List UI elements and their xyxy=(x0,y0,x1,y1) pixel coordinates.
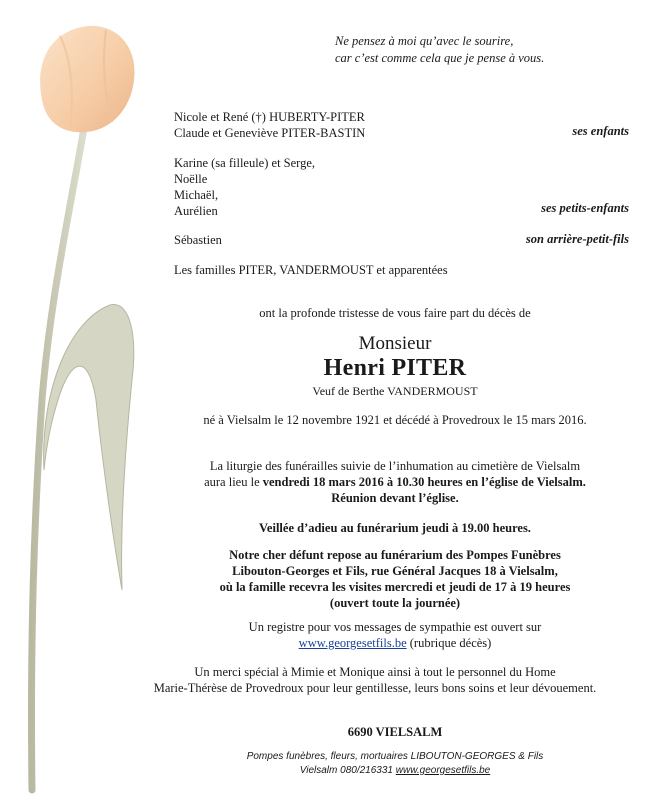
grandchild-line-1: Karine (sa filleule) et Serge, xyxy=(174,156,316,170)
footer-link[interactable]: www.georgesetfils.be xyxy=(395,765,491,776)
grandchildren-names xyxy=(174,155,494,219)
opening-quote xyxy=(335,33,635,67)
liturgy-line-1: La liturgie des funérailles suivie de l’inhumation au cimetière de Vielsalm xyxy=(209,459,581,473)
quote-line-2: car c’est comme cela que je pense à vous. xyxy=(335,51,545,65)
liturgy-meeting: Réunion devant l’église. xyxy=(331,491,459,505)
rest-line-2: Libouton-Georges et Fils, rue Général Jacques 18 à Vielsalm, xyxy=(232,564,558,578)
great-grandchild-role: son arrière-petit-fils xyxy=(525,232,629,246)
liturgy-prefix: aura lieu le xyxy=(204,475,260,489)
thanks-line-1: Un merci spécial à Mimie et Monique ainsi à tout le personnel du Home xyxy=(194,665,556,679)
tulip-illustration xyxy=(0,0,200,800)
child-line-2: Claude et Geneviève PITER-BASTIN xyxy=(174,126,366,140)
grandchildren-role: ses petits-enfants xyxy=(541,201,629,215)
announcement: ont la profonde tristesse de vous faire part du décès de xyxy=(259,306,531,320)
liturgy-date: vendredi 18 mars 2016 à 10.30 heures en l’église de Vielsalm. xyxy=(262,475,586,489)
footer-phone: Vielsalm 080/216331 xyxy=(299,765,393,776)
families-line: Les familles PITER, VANDERMOUST et apparentées xyxy=(174,263,448,277)
great-grandchild-name: Sébastien xyxy=(174,233,222,247)
grandchild-line-2: Noëlle xyxy=(174,172,208,186)
registry-line-2 xyxy=(160,636,630,651)
address-line: 6690 VIELSALM xyxy=(347,725,443,739)
grandchild-line-4: Aurélien xyxy=(174,204,218,218)
liturgy-line-2 xyxy=(160,475,630,490)
quote-line-1: Ne pensez à moi qu’avec le sourire, xyxy=(335,34,514,48)
rest-line-1: Notre cher défunt repose au funérarium des Pompes Funèbres xyxy=(229,548,561,562)
children-role: ses enfants xyxy=(572,124,629,138)
vigil-line: Veillée d’adieu au funérarium jeudi à 19.00 heures. xyxy=(259,521,531,535)
child-line-1: Nicole et René (†) HUBERTY-PITER xyxy=(174,110,365,124)
registry-link[interactable]: www.georgesetfils.be xyxy=(298,636,407,650)
thanks-line-2: Marie-Thérèse de Provedroux pour leur gentillesse, leurs bons soins et leur dévouement. xyxy=(153,681,597,695)
honorific: Monsieur xyxy=(358,333,432,354)
registry-line-1: Un registre pour vos messages de sympathie est ouvert sur xyxy=(248,620,542,634)
rest-block xyxy=(160,547,630,611)
grandchild-line-3: Michaël, xyxy=(174,188,219,202)
rest-line-3: où la famille recevra les visites mercredi et jeudi de 17 à 19 heures xyxy=(219,580,571,594)
footer-line-2 xyxy=(160,765,630,776)
deceased-name: Henri PITER xyxy=(323,355,467,381)
widower-line: Veuf de Berthe VANDERMOUST xyxy=(312,384,478,398)
footer-line-1: Pompes funèbres, fleurs, mortuaires LIBOUTON-GEORGES & Fils xyxy=(246,751,544,762)
birth-death-line: né à Vielsalm le 12 novembre 1921 et décédé à Provedroux le 15 mars 2016. xyxy=(203,413,587,427)
registry-suffix: (rubrique décès) xyxy=(409,636,492,650)
children-names xyxy=(174,109,494,141)
rest-line-4: (ouvert toute la journée) xyxy=(329,596,461,610)
